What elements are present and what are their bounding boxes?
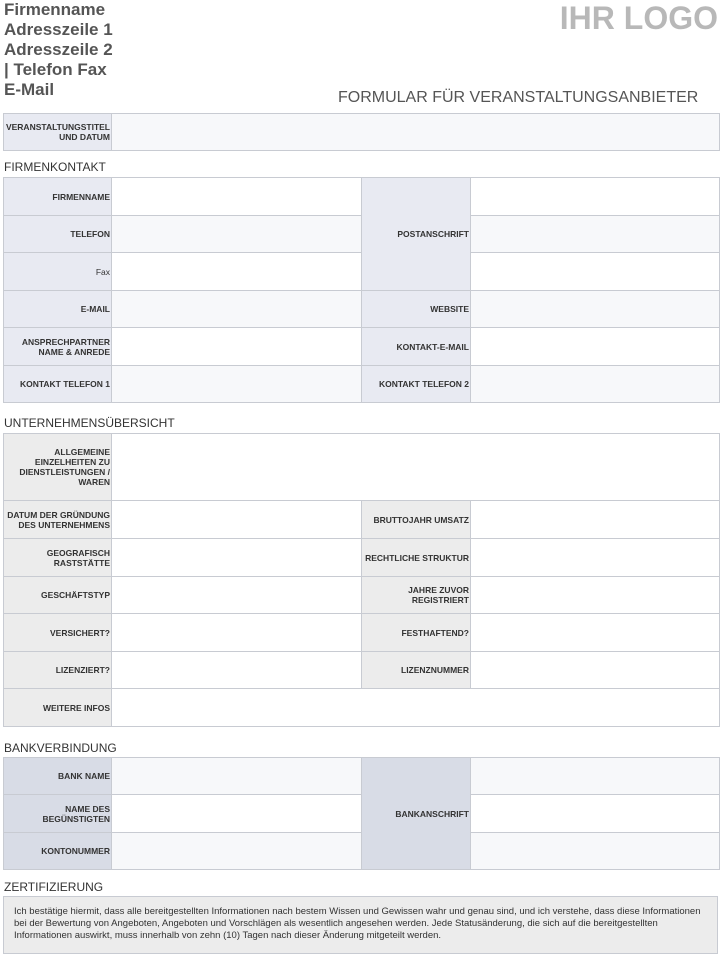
bonded-field[interactable] bbox=[471, 614, 720, 652]
contact-email-field[interactable] bbox=[471, 328, 720, 366]
founded-label: DATUM DER GRÜNDUNG DES UNTERNEHMENS bbox=[4, 501, 112, 539]
page-title bbox=[338, 88, 718, 108]
fax-field[interactable] bbox=[112, 253, 362, 291]
company-name-label: FIRMENNAME bbox=[4, 178, 112, 216]
bank-address-field-1[interactable] bbox=[471, 758, 720, 795]
logo: IHR LOGO bbox=[559, 0, 718, 36]
location-label: GEOGRAFISCH RASTSTÄTTE bbox=[4, 539, 112, 577]
location-field[interactable] bbox=[112, 539, 362, 577]
phone-fax-line: | Telefon Fax bbox=[4, 60, 107, 79]
bonded-label: FESTHAFTEND? bbox=[362, 614, 471, 652]
contact-phone-2-label: KONTAKT TELEFON 2 bbox=[362, 366, 471, 403]
certification-heading: ZERTIFIZIERUNG bbox=[4, 880, 104, 894]
contact-phone-2-field[interactable] bbox=[471, 366, 720, 403]
event-table bbox=[3, 113, 720, 151]
bank-name-field[interactable] bbox=[112, 758, 362, 795]
postal-address-field-1[interactable] bbox=[471, 178, 720, 216]
founded-field[interactable] bbox=[112, 501, 362, 539]
bank-name-label: BANK NAME bbox=[4, 758, 112, 795]
company-name: Firmenname bbox=[4, 0, 106, 19]
general-details-field[interactable] bbox=[112, 434, 720, 501]
beneficiary-field[interactable] bbox=[112, 795, 362, 833]
email-line: E-Mail bbox=[4, 80, 55, 99]
fax-label: Fax bbox=[4, 253, 112, 291]
contact-table bbox=[3, 177, 720, 403]
contact-phone-1-field[interactable] bbox=[112, 366, 362, 403]
license-number-field[interactable] bbox=[471, 652, 720, 689]
licensed-label: LIZENZIERT? bbox=[4, 652, 112, 689]
bank-address-label: BANKANSCHRIFT bbox=[362, 758, 471, 870]
bank-table bbox=[3, 757, 720, 870]
company-name-field[interactable] bbox=[112, 178, 362, 216]
licensed-field[interactable] bbox=[112, 652, 362, 689]
contact-heading: FIRMENKONTAKT bbox=[4, 160, 106, 174]
years-registered-label: JAHRE ZUVOR REGISTRIERT bbox=[362, 577, 471, 614]
beneficiary-label: NAME DES BEGÜNSTIGTEN bbox=[4, 795, 112, 833]
revenue-label: BRUTTOJAHR UMSATZ bbox=[362, 501, 471, 539]
revenue-field[interactable] bbox=[471, 501, 720, 539]
contact-person-label: ANSPRECHPARTNER NAME & ANREDE bbox=[4, 328, 112, 366]
event-title-label: VERANSTALTUNGSTITEL UND DATUM bbox=[4, 114, 112, 151]
more-info-field[interactable] bbox=[112, 689, 720, 727]
email-field[interactable] bbox=[112, 291, 362, 328]
page-title-text: FORMULAR FÜR VERANSTALTUNGSANBIETER bbox=[338, 89, 699, 106]
insured-field[interactable] bbox=[112, 614, 362, 652]
contact-email-label: KONTAKT-E-MAIL bbox=[362, 328, 471, 366]
website-field[interactable] bbox=[471, 291, 720, 328]
bank-heading: BANKVERBINDUNG bbox=[4, 741, 117, 755]
postal-address-field-3[interactable] bbox=[471, 253, 720, 291]
contact-person-field[interactable] bbox=[112, 328, 362, 366]
general-details-label: ALLGEMEINE EINZELHEITEN ZU DIENSTLEISTUNGEN / WAREN bbox=[4, 434, 112, 501]
certification-text: Ich bestätige hiermit, dass alle bereitgestellten Informationen nach bestem Wissen und Gewissen wahr und genau sind, und ich verstehe, dass diese Informationen bei der Bewertung von Angeboten, Angeboten und Vorschlägen als wesentlich angesehen werden. Jede Statusänderung, die sich auf die bereitgestellten Informationen auswirkt, muss innerhalb von zehn (10) Tagen nach dieser Änderung mitgeteilt werden. bbox=[3, 896, 718, 954]
insured-label: VERSICHERT? bbox=[4, 614, 112, 652]
business-type-field[interactable] bbox=[112, 577, 362, 614]
business-type-label: GESCHÄFTSTYP bbox=[4, 577, 112, 614]
website-label: WEBSITE bbox=[362, 291, 471, 328]
contact-phone-1-label: KONTAKT TELEFON 1 bbox=[4, 366, 112, 403]
overview-heading: UNTERNEHMENSÜBERSICHT bbox=[4, 416, 175, 430]
more-info-label: WEITERE INFOS bbox=[4, 689, 112, 727]
legal-structure-label: RECHTLICHE STRUKTUR bbox=[362, 539, 471, 577]
years-registered-field[interactable] bbox=[471, 577, 720, 614]
legal-structure-field[interactable] bbox=[471, 539, 720, 577]
account-number-label: KONTONUMMER bbox=[4, 833, 112, 870]
phone-label: TELEFON bbox=[4, 216, 112, 253]
address-line-2: Adresszeile 2 bbox=[4, 40, 113, 59]
event-title-field[interactable] bbox=[112, 114, 720, 151]
account-number-field[interactable] bbox=[112, 833, 362, 870]
postal-address-label: POSTANSCHRIFT bbox=[362, 178, 471, 291]
postal-address-field-2[interactable] bbox=[471, 216, 720, 253]
bank-address-field-3[interactable] bbox=[471, 833, 720, 870]
address-line-1: Adresszeile 1 bbox=[4, 20, 113, 39]
company-info bbox=[4, 0, 124, 99]
bank-address-field-2[interactable] bbox=[471, 795, 720, 833]
email-label: E-MAIL bbox=[4, 291, 112, 328]
phone-field[interactable] bbox=[112, 216, 362, 253]
overview-table bbox=[3, 433, 720, 727]
license-number-label: LIZENZNUMMER bbox=[362, 652, 471, 689]
